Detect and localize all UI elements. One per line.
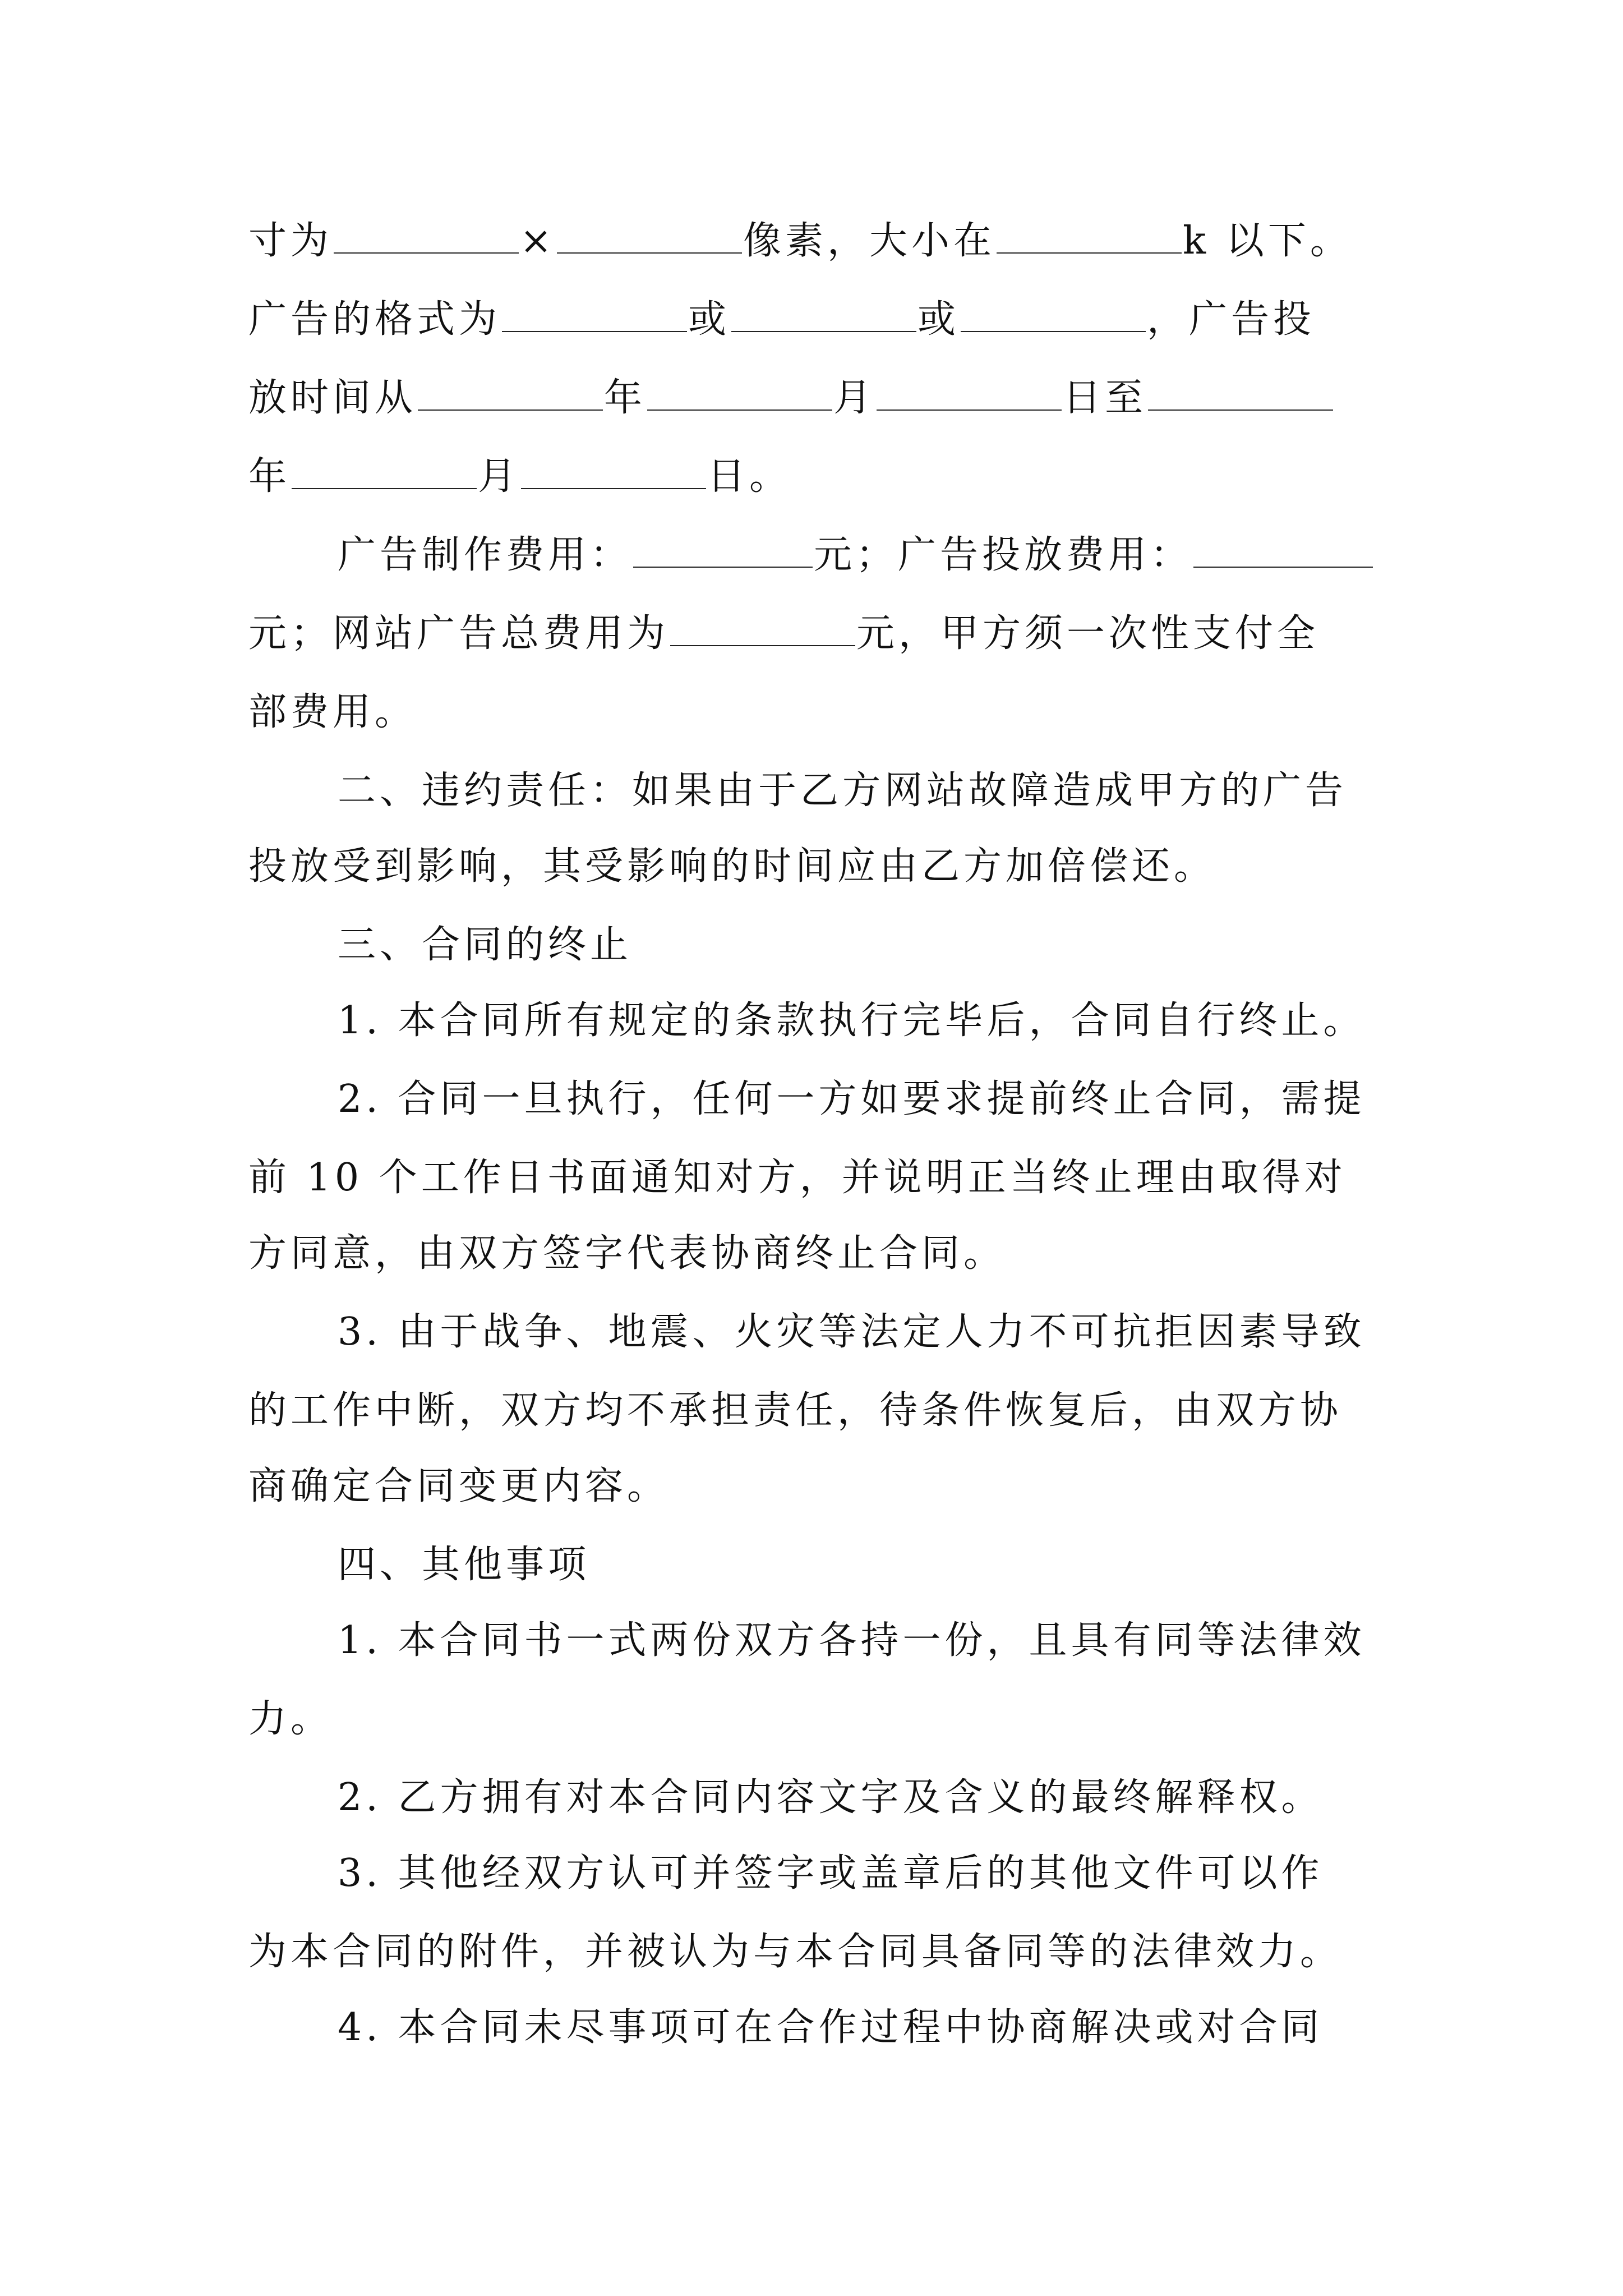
text-line: 2. 乙方拥有对本合同内容文字及含义的最终解释权。 — [338, 1775, 1324, 1820]
fill-in-blank — [961, 330, 1146, 332]
text-line: 投放受到影响，其受影响的时间应由乙方加倍偿还。 — [248, 844, 1216, 889]
text-line: 方同意，由双方签字代表协商终止合同。 — [248, 1231, 1006, 1276]
text-segment: × — [520, 219, 556, 263]
text-line — [338, 530, 1374, 581]
text-line: 4. 本合同未尽事项可在合作过程中协商解决或对合同 — [338, 2005, 1324, 2050]
text-segment: 寸为 — [248, 219, 333, 263]
text-line: 2. 合同一旦执行，任何一方如要求提前终止合同，需提 — [338, 1077, 1366, 1121]
text-segment: 月 — [833, 376, 876, 420]
text-line — [248, 216, 1352, 266]
fill-in-blank — [502, 330, 687, 332]
text-line — [248, 452, 791, 502]
fill-in-blank — [731, 330, 916, 332]
section-heading: 四、其他事项 — [338, 1543, 591, 1587]
text-line: 1. 本合同书一式两份双方各持一份，且具有同等法律效 — [338, 1618, 1366, 1663]
fill-in-blank — [521, 487, 706, 489]
text-segment: 月 — [478, 454, 520, 499]
fill-in-blank — [334, 252, 519, 254]
fill-in-blank — [997, 252, 1182, 254]
text-line: 的工作中断，双方均不承担责任，待条件恢复后，由双方协 — [248, 1388, 1343, 1433]
fill-in-blank — [877, 409, 1062, 411]
text-line — [248, 295, 1315, 345]
text-segment: 元；广告投放费用： — [814, 533, 1193, 577]
text-line: 前 10 个工作日书面通知对方，并说明正当终止理由取得对 — [248, 1156, 1347, 1200]
text-segment: 年 — [604, 376, 647, 420]
text-segment: 广告的格式为 — [248, 297, 501, 342]
text-line: 3. 由于战争、地震、火灾等法定人力不可抗拒因素导致 — [338, 1310, 1366, 1354]
text-line: 3. 其他经双方认可并签字或盖章后的其他文件可以作 — [338, 1851, 1324, 1895]
text-line: 为本合同的附件，并被认为与本合同具备同等的法律效力。 — [248, 1930, 1343, 1974]
text-segment: 广告制作费用： — [338, 533, 633, 577]
section-heading: 三、合同的终止 — [338, 923, 633, 967]
text-segment: 年 — [248, 454, 291, 499]
text-segment: 日。 — [707, 454, 792, 499]
text-line: 力。 — [248, 1697, 333, 1741]
text-segment: 或 — [917, 297, 960, 342]
fill-in-blank — [1148, 409, 1333, 411]
text-line: 1. 本合同所有规定的条款执行完毕后，合同自行终止。 — [338, 999, 1366, 1043]
text-segment: 日至 — [1063, 376, 1147, 420]
fill-in-blank — [633, 566, 813, 568]
text-segment: 元；网站广告总费用为 — [248, 611, 670, 656]
fill-in-blank — [292, 487, 477, 489]
text-segment: ，广告投 — [1147, 297, 1316, 342]
text-line — [248, 609, 1319, 659]
fill-in-blank — [557, 252, 742, 254]
fill-in-blank — [418, 409, 603, 411]
text-line: 商确定合同变更内容。 — [248, 1464, 670, 1508]
fill-in-blank — [670, 645, 855, 646]
text-line — [248, 373, 1334, 424]
text-segment: 元，甲方须一次性支付全 — [856, 611, 1320, 656]
text-segment: 像素，大小在 — [743, 219, 996, 263]
text-segment: k 以下。 — [1183, 219, 1352, 263]
fill-in-blank — [1193, 566, 1373, 568]
text-segment: 放时间从 — [248, 376, 417, 420]
text-line: 二、违约责任：如果由于乙方网站故障造成甲方的广告 — [338, 769, 1348, 813]
text-segment: 或 — [688, 297, 731, 342]
fill-in-blank — [647, 409, 832, 411]
text-line: 部费用。 — [248, 690, 417, 734]
